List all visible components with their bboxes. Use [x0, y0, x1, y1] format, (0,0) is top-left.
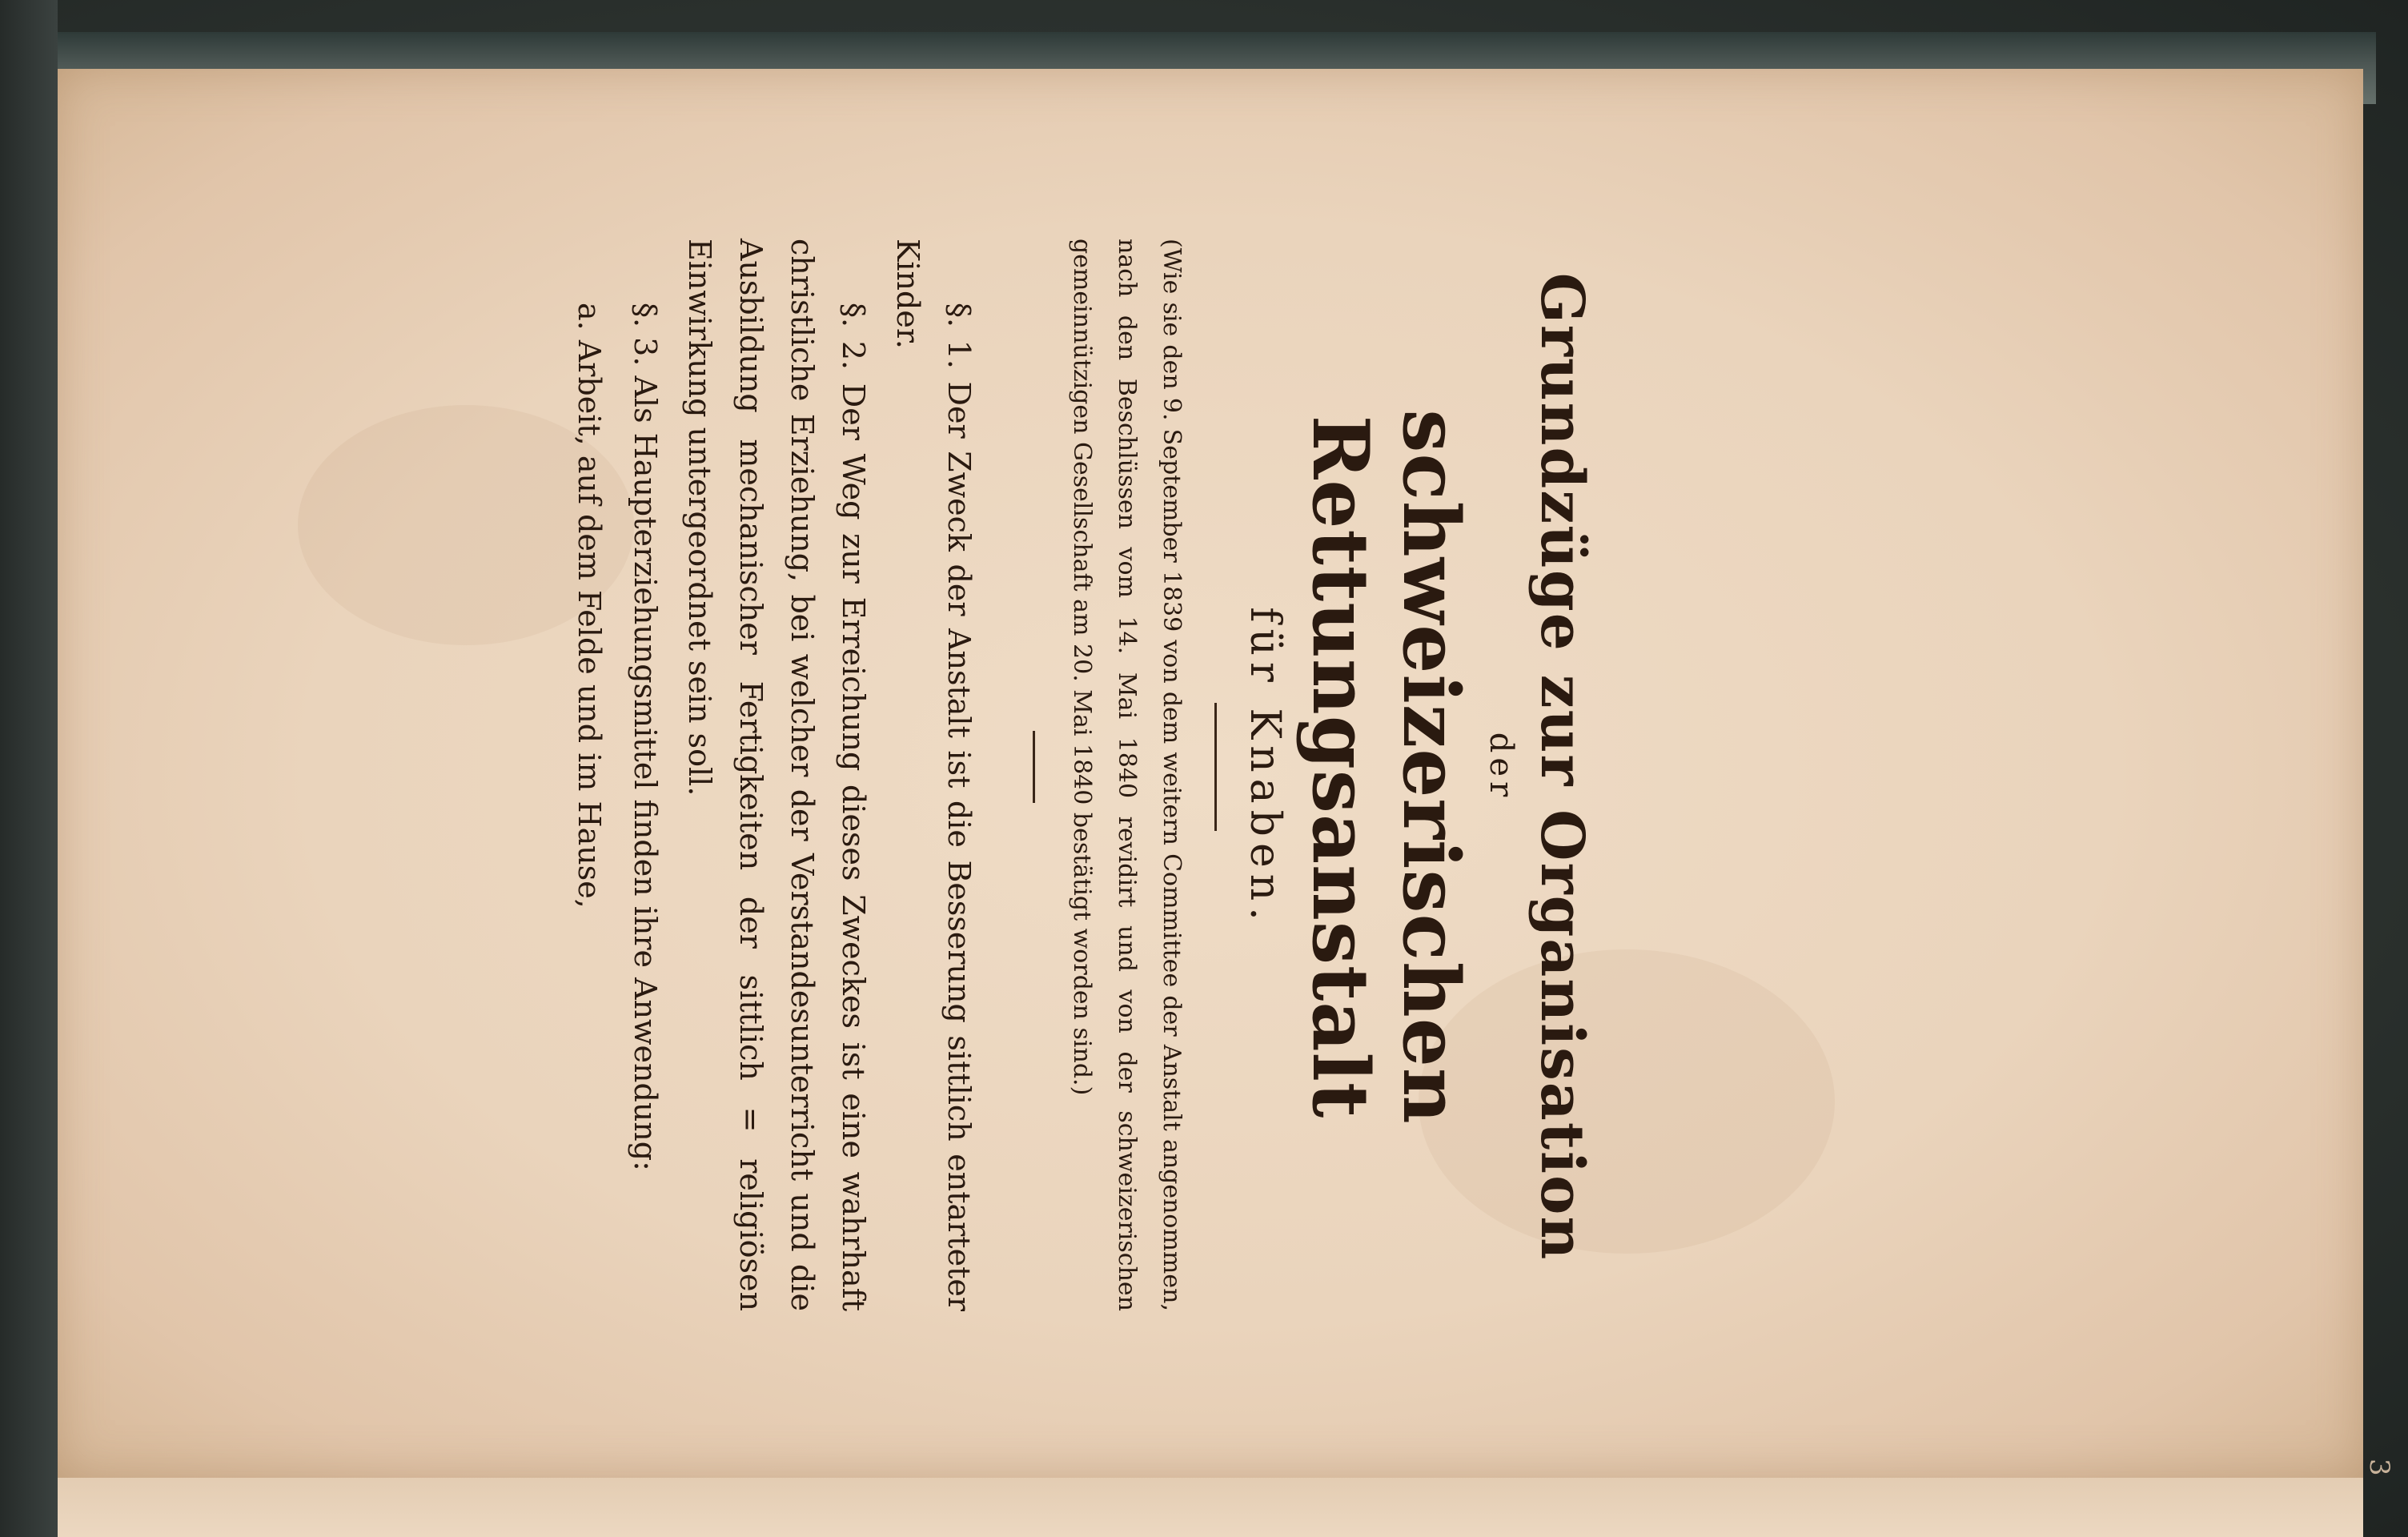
- page-number: 3: [2363, 1459, 2395, 1476]
- paragraph-2: [674, 239, 879, 1311]
- bleed-through-text: [363, 239, 2045, 1295]
- paragraph-text: §. 2. Der Weg zur Erreichung dieses Zweckes ist eine wahrhaft christliche Erziehung, bei welcher der Verstandesunterricht und die Ausbildung mechanischer Fertigkeiten der sittlich = religiösen Einwirkung untergeordnet sein soll.: [682, 239, 871, 1311]
- title-line-1: Grundzüge zur Organisation: [1527, 272, 1596, 1262]
- paragraph-text: §. 1. Der Zweck der Anstalt ist die Besserung sittlich entarteter Kinder.: [890, 239, 977, 1311]
- title-divider: [1214, 703, 1217, 831]
- list-item-a: a. Arbeit, auf dem Felde und im Hause,: [572, 303, 607, 909]
- book-spine-edge: [0, 0, 58, 1537]
- title-line-4: für Knaben.: [1241, 607, 1289, 927]
- section-divider: [1033, 731, 1035, 803]
- paragraph-1: [882, 239, 985, 1311]
- title-line-2: der: [1483, 732, 1519, 802]
- title-line-3: schweizerischen Rettungsanstalt: [1295, 409, 1476, 1125]
- paragraph-text: §. 3. Als Haupterziehungsmittel finden ihre Anwendung:: [628, 303, 663, 1171]
- paragraph-3: [620, 239, 671, 1311]
- intro-note: (Wie sie den 9. September 1839 von dem weitern Committee der Anstalt angenommen, nach den Beschlüssen vom 14. Mai 1840 revidirt und von der schweizerischen gemeinnützigen Gesellschaft am 20. Mai 1840 bestätigt worden sind.): [1068, 239, 1186, 1311]
- page-text-block: [363, 239, 2045, 1311]
